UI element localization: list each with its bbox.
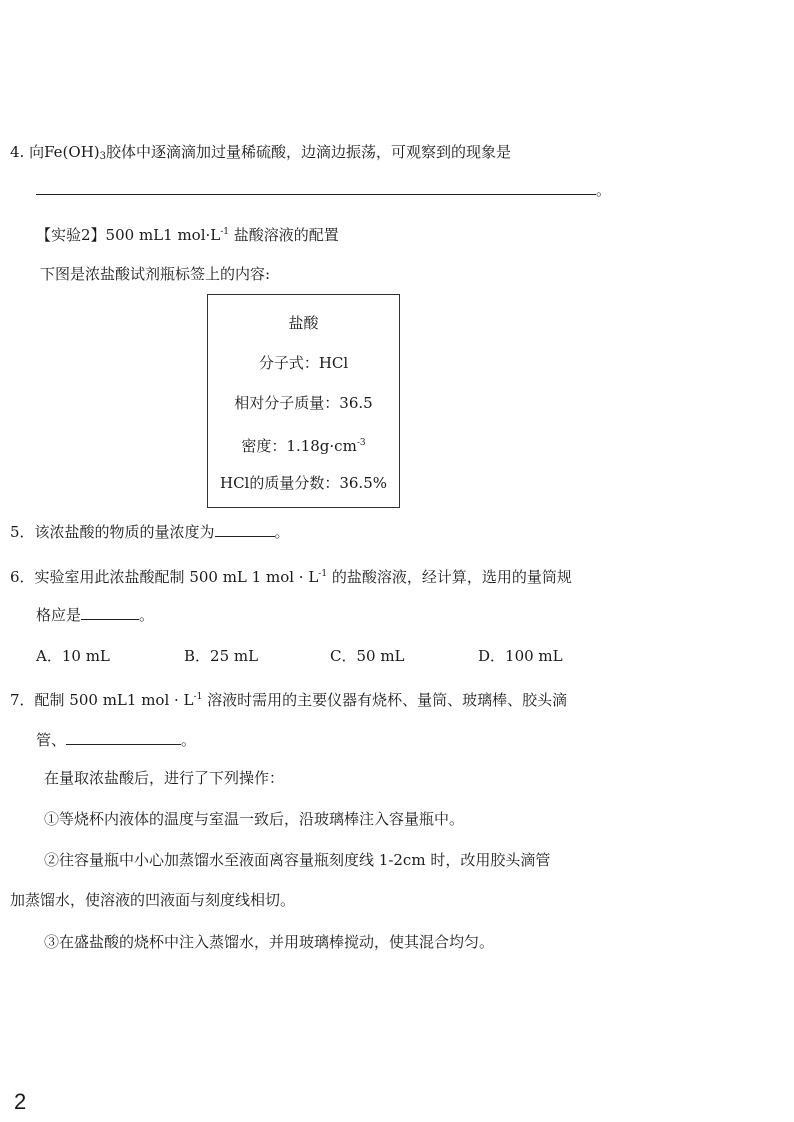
question-5-text: 5．该浓盐酸的物质的量浓度为 xyxy=(10,523,215,541)
experiment-2-sup: -1 xyxy=(220,227,230,237)
question-4-end: 。 xyxy=(596,181,612,199)
question-7-sup: -1 xyxy=(193,692,203,702)
question-7-text-a: 7．配制 500 mL1 mol · L xyxy=(10,691,194,709)
option-a[interactable]: A．10 mL xyxy=(36,647,110,665)
question-6-end: 。 xyxy=(139,606,155,624)
question-4-answer-line xyxy=(36,180,611,200)
question-6-line-2 xyxy=(36,605,154,625)
operation-2-line-2: 加蒸馏水，使溶液的凹液面与刻度线相切。 xyxy=(10,891,296,909)
question-5 xyxy=(10,522,290,542)
page-number: 2 xyxy=(14,1089,27,1114)
question-6-sup: -1 xyxy=(318,569,328,579)
label-molar-mass: 相对分子质量：36.5 xyxy=(234,394,373,412)
operation-2-line-1: ②往容量瓶中小心加蒸馏水至液面离容量瓶刻度线 1-2cm 时，改用胶头滴管 xyxy=(44,851,551,869)
operation-3: ③在盛盐酸的烧杯中注入蒸馏水，并用玻璃棒搅动，使其混合均匀。 xyxy=(44,933,495,951)
operation-1: ①等烧杯内液体的温度与室温一致后，沿玻璃棒注入容量瓶中。 xyxy=(44,810,465,828)
label-name: 盐酸 xyxy=(288,314,319,332)
experiment-2-title-b: 盐酸溶液的配置 xyxy=(229,226,339,244)
label-formula: 分子式：HCl xyxy=(258,354,349,372)
question-6-text-b: 的盐酸溶液，经计算，选用的量筒规 xyxy=(327,568,572,586)
option-b[interactable]: B．25 mL xyxy=(184,647,259,665)
question-7-end: 。 xyxy=(181,731,197,749)
question-7-line-2 xyxy=(36,730,196,750)
label-intro: 下图是浓盐酸试剂瓶标签上的内容: xyxy=(40,265,271,283)
question-5-end: 。 xyxy=(274,523,290,541)
question-6-line2-text: 格应是 xyxy=(36,606,82,624)
experiment-2-title xyxy=(36,222,339,245)
question-4-text-a: 向Fe(OH) xyxy=(29,143,100,161)
question-4 xyxy=(10,142,511,167)
experiment-2-title-a: 【实验2】500 mL1 mol·L xyxy=(36,226,221,244)
question-4-subscript: 3 xyxy=(99,151,107,162)
label-mass-fraction: HCl的质量分数：36.5% xyxy=(219,474,387,492)
question-6 xyxy=(10,564,572,587)
question-4-number: 4. xyxy=(10,143,25,161)
label-density-sup: -3 xyxy=(356,438,366,448)
answer-blank[interactable] xyxy=(36,180,596,195)
answer-blank[interactable] xyxy=(81,605,139,620)
question-4-text-b: 胶体中逐滴滴加过量稀硫酸，边滴边振荡，可观察到的现象是 xyxy=(106,143,512,161)
question-7-line2-text: 管、 xyxy=(36,731,67,749)
question-7 xyxy=(10,687,567,710)
label-density xyxy=(208,433,399,456)
option-d[interactable]: D．100 mL xyxy=(478,647,563,665)
question-6-text-a: 6．实验室用此浓盐酸配制 500 mL 1 mol · L xyxy=(10,568,319,586)
reagent-label-box xyxy=(207,294,400,508)
operations-intro: 在量取浓盐酸后，进行了下列操作： xyxy=(44,769,285,787)
answer-blank[interactable] xyxy=(66,730,181,745)
answer-blank[interactable] xyxy=(215,522,275,537)
question-7-text-b: 溶液时需用的主要仪器有烧杯、量筒、玻璃棒、胶头滴 xyxy=(202,691,568,709)
label-density-text: 密度：1.18g·cm xyxy=(241,437,357,455)
option-c[interactable]: C．50 mL xyxy=(330,647,405,665)
